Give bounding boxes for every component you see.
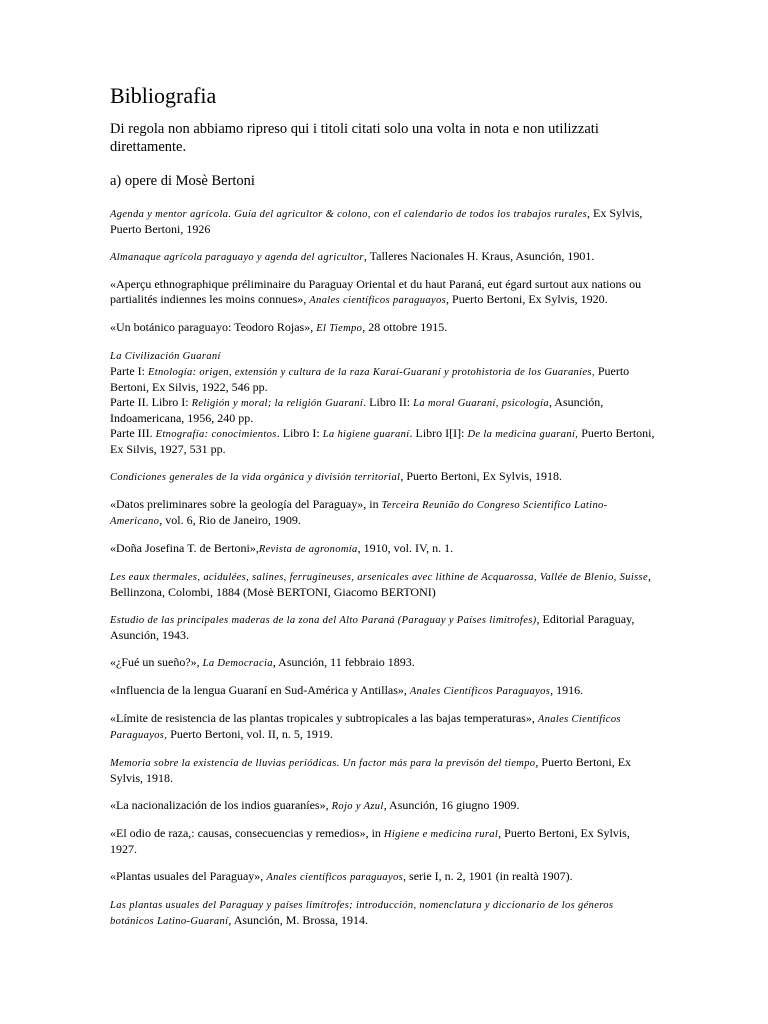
bibliography-entry xyxy=(110,206,655,237)
entry-text: «Plantas usuales del Paraguay», xyxy=(110,869,267,883)
entry-title-text: Anales científicos paraguayos xyxy=(309,295,447,306)
page-title: Bibliografia xyxy=(110,83,217,108)
bibliography-entry xyxy=(110,320,655,336)
bibliography-entry xyxy=(110,683,655,699)
document-page xyxy=(110,82,655,941)
bibliography-entry xyxy=(110,655,655,671)
entry-title-text: Anales científicos paraguayos xyxy=(266,872,404,883)
intro-paragraph: Di regola non abbiamo ripreso qui i titoli citati solo una volta in nota e non utilizzati direttamente. xyxy=(110,121,599,155)
entry-title-text: Estudio de las principales maderas de la zona del Alto Paraná (Paraguay y Países limítrofes) xyxy=(110,615,537,626)
entry-text: Parte I: xyxy=(110,364,148,378)
entry-text: , Puerto Bertoni, Ex Sylvis, 1918. xyxy=(400,469,562,483)
entry-title-text: Condiciones generales de la vida orgánica y división territorial xyxy=(110,472,401,483)
bibliography-entry xyxy=(110,869,655,885)
entry-text: . Libro I: xyxy=(276,426,323,440)
entry-text: «¿Fué un sueño?», xyxy=(110,655,203,669)
entry-text: Puerto Bertoni, Ex Silvis, 1922, 546 pp. xyxy=(110,364,630,394)
entry-text: , Asunción, 16 giugno 1909. xyxy=(383,798,520,812)
entry-text: , serie I, n. 2, 1901 (in realtà 1907). xyxy=(403,869,573,883)
bibliography-entry xyxy=(110,249,655,265)
entry-text: . Libro II: xyxy=(363,395,414,409)
bibliography-entry xyxy=(110,348,655,457)
bibliography-list xyxy=(110,206,655,929)
entry-text: , Bellinzona, Colombi, 1884 (Mosè BERTONI, Giacomo BERTONI) xyxy=(110,569,651,599)
bibliography-entry xyxy=(110,755,655,786)
entry-text: , Talleres Nacionales H. Kraus, Asunción, 1901. xyxy=(363,249,595,263)
entry-title-text: De la medicina guaraní, xyxy=(467,429,579,440)
entry-title-text: La higiene guaraní xyxy=(322,429,410,440)
entry-title-text: Higiene e medicina rural xyxy=(383,829,499,840)
entry-title-text: Agenda y mentor agrícola. Guía del agricultor & colono, con el calendario de todos los trabajos rurales xyxy=(110,209,588,220)
entry-text: , Puerto Bertoni, Ex Sylvis, 1918. xyxy=(110,755,632,785)
entry-text: , Ex Sylvis, Puerto Bertoni, 1926 xyxy=(110,206,643,236)
section-heading: a) opere di Mosè Bertoni xyxy=(110,173,255,189)
entry-title-text: El Tiempo xyxy=(316,323,363,334)
bibliography-entry xyxy=(110,826,655,857)
bibliography-entry xyxy=(110,569,655,600)
entry-text: , Asunción, M. Brossa, 1914. xyxy=(228,913,369,927)
bibliography-entry xyxy=(110,497,655,529)
entry-text: «Un botánico paraguayo: Teodoro Rojas», xyxy=(110,320,317,334)
bibliography-entry xyxy=(110,541,655,557)
bibliography-entry xyxy=(110,277,655,308)
entry-title-text: Anales Científicos Paraguayos, xyxy=(110,714,621,741)
entry-text: Puerto Bertoni, Ex Silvis, 1927, 531 pp. xyxy=(110,426,655,456)
entry-text: , 28 ottobre 1915. xyxy=(362,320,448,334)
entry-text: «Influencia de la lengua Guaraní en Sud-América y Antillas», xyxy=(110,683,410,697)
entry-text: , vol. 6, Rio de Janeiro, 1909. xyxy=(159,513,301,527)
entry-text: «Aperçu ethnographique préliminaire du Paraguay Oriental et du haut Paraná, eut égard surtout aux nations ou partialités indiennes les moins connues», xyxy=(110,277,642,306)
entry-text: , 1910, vol. IV, n. 1. xyxy=(357,541,454,555)
entry-text: , Asunción, 11 febbraio 1893. xyxy=(272,655,415,669)
entry-text: Puerto Bertoni, vol. II, n. 5, 1919. xyxy=(167,727,333,741)
entry-text: Parte III. xyxy=(110,426,156,440)
bibliography-entry xyxy=(110,612,655,643)
bibliography-entry xyxy=(110,469,655,485)
entry-title-text: Etnografía: conocimientos xyxy=(155,429,277,440)
entry-title-text: Las plantas usuales del Paraguay y países limítrofes; introducción, nomenclatura y diccionario de los géneros botánicos Latino-Guaraní xyxy=(110,900,614,927)
bibliography-entry xyxy=(110,711,655,743)
entry-title-text: La Civilización Guaraní xyxy=(110,351,221,362)
entry-text: «Datos preliminares sobre la geología del Paraguay», in xyxy=(110,497,382,511)
entry-title-text: Memoria sobre la existencia de lluvias periódicas. Un factor más para la previsón del tiempo xyxy=(110,758,536,769)
entry-text: , Asunción, Indoamericana, 1956, 240 pp. xyxy=(110,395,604,425)
entry-line xyxy=(110,364,655,395)
entry-text: «Límite de resistencia de las plantas tropicales y subtropicales a las bajas temperaturas», xyxy=(110,711,538,725)
entry-line xyxy=(110,348,655,364)
entry-title-text: Religión y moral; la religión Guaraní xyxy=(191,398,364,409)
entry-text: , Puerto Bertoni, Ex Sylvis, 1920. xyxy=(446,292,608,306)
entry-text: , Editorial Paraguay, Asunción, 1943. xyxy=(110,612,635,642)
bibliography-entry xyxy=(110,897,655,929)
entry-text: . Libro I[I]: xyxy=(409,426,468,440)
bibliography-entry xyxy=(110,798,655,814)
entry-title-text: Terceira Reunião do Congreso Scientifico Latino-Americano xyxy=(110,500,608,527)
entry-title-text: Rojo y Azul xyxy=(331,801,384,812)
entry-text: «Doña Josefina T. de Bertoni», xyxy=(110,541,259,555)
entry-text: , Puerto Bertoni, Ex Sylvis, 1927. xyxy=(110,826,630,856)
entry-text: , 1916. xyxy=(550,683,584,697)
entry-title-text: Les eaux thermales, acidulées, salines, ferrugineuses, arsenicales avec lithine de Acquarossa, Vallée de Blenio, Suisse xyxy=(110,572,648,583)
entry-line xyxy=(110,395,655,426)
entry-title-text: Almanaque agrícola paraguayo y agenda del agricultor xyxy=(110,252,364,263)
entry-title-text: La Democracia xyxy=(202,658,273,669)
entry-text: «La nacionalización de los indios guaraníes», xyxy=(110,798,332,812)
entry-line xyxy=(110,426,655,457)
entry-title-text: La moral Guaraní, psicología xyxy=(413,398,549,409)
entry-text: «El odio de raza,: causas, consecuencias y remedios», in xyxy=(110,826,384,840)
entry-title-text: Etnología: origen, extensión y cultura de la raza Karaí-Guaraní y protohistoria de los Guaraníes, xyxy=(148,367,595,378)
entry-title-text: Anales Científicos Paraguayos xyxy=(409,686,551,697)
entry-title-text: Revista de agronomía xyxy=(258,544,358,555)
entry-text: Parte II. Libro I: xyxy=(110,395,192,409)
